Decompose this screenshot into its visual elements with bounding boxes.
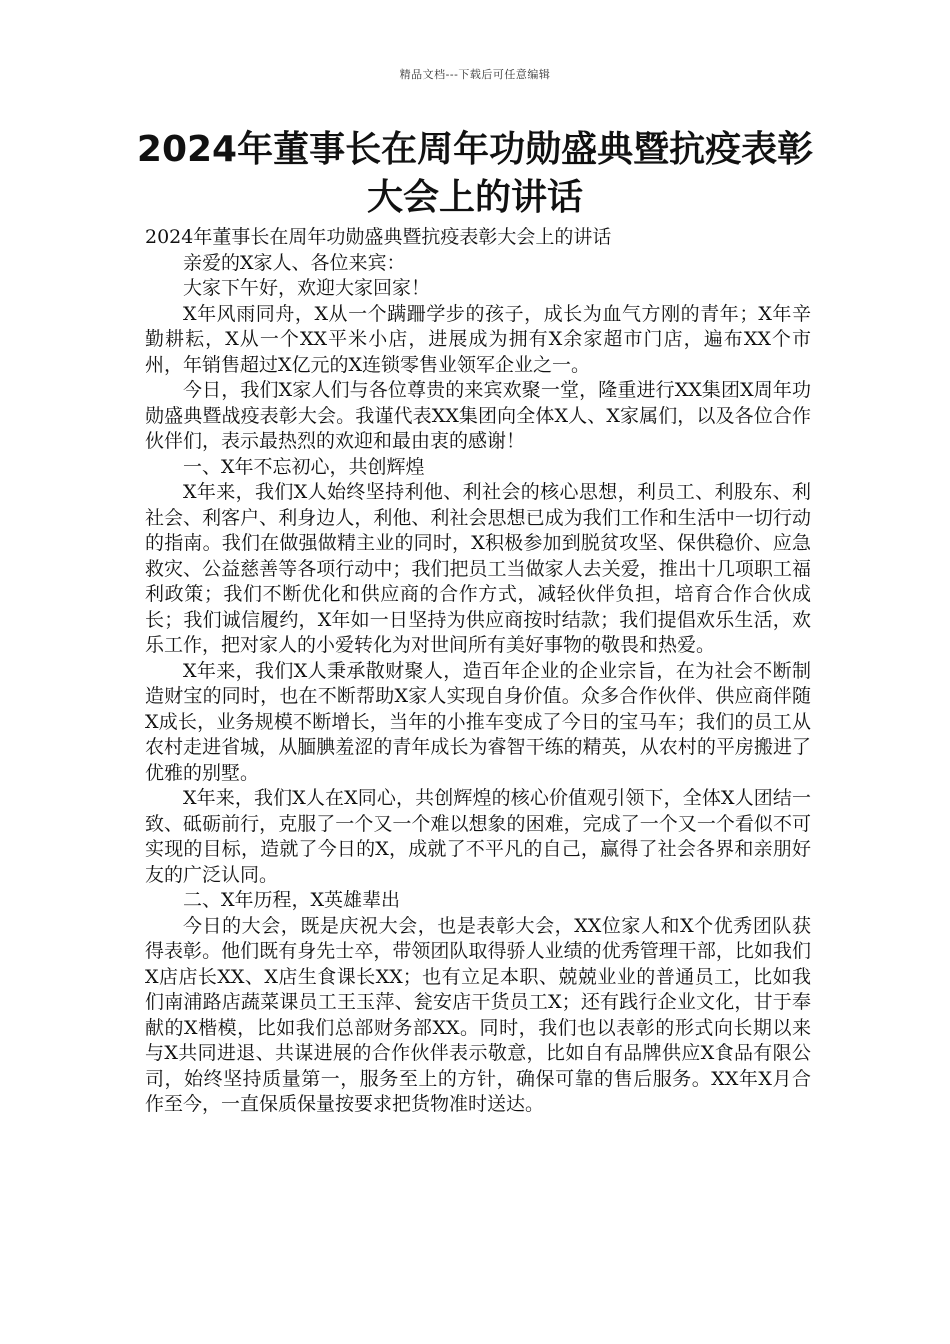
paragraph: X年风雨同舟，X从一个蹒跚学步的孩子，成长为血气方刚的青年；X年辛勤耕耘，X从一个XX平米小店，进展成为拥有X余家超市门店，遍布XX个市州，年销售超过X亿元的X连锁零售业领军企业之一。 [145, 302, 811, 376]
document-title: 2024年董事长在周年功勋盛典暨抗疫表彰大会上的讲话 [136, 129, 814, 218]
paragraph-salutation: 亲爱的X家人、各位来宾： [183, 251, 406, 274]
paragraph: X年来，我们X人始终坚持利他、利社会的核心思想，利员工、利股东、利社会、利客户、利身边人，利他、利社会思想已成为我们工作和生活中一切行动的指南。我们在做强做精主业的同时，X积极参加到脱贫攻坚、保供稳价、应急救灾、公益慈善等各项行动中；我们把员工当做家人去关爱，推出十几项职工福利政策；我们不断优化和供应商的合作方式，减轻伙伴负担，培育合作合伙成长；我们诚信履约，X年如一日坚持为供应商按时结款；我们提倡欢乐生活，欢乐工作，把对家人的小爱转化为对世间所有美好事物的敬畏和热爱。 [145, 481, 811, 656]
paragraph: X年来，我们X人秉承散财聚人，造百年企业的企业宗旨，在为社会不断制造财宝的同时，也在不断帮助X家人实现自身价值。众多合作伙伴、供应商伴随X成长，业务规模不断增长，当年的小推车变成了今日的宝马车；我们的员工从农村走进省城，从腼腆羞涩的青年成长为睿智干练的精英，从农村的平房搬进了优雅的别墅。 [145, 659, 811, 784]
section-heading-2: 二、X年历程，X英雄辈出 [183, 889, 401, 911]
paragraph: 今日的大会，既是庆祝大会，也是表彰大会，XX位家人和X个优秀团队获得表彰。他们既有身先士卒，带领团队取得骄人业绩的优秀管理干部，比如我们X店店长XX、X店生食课长XX；也有立足本职、兢兢业业的普通员工，比如我们南浦路店蔬菜课员工王玉萍、瓮安店干货员工X；还有践行企业文化，甘于奉献的X楷模，比如我们总部财务部XX。同时，我们也以表彰的形式向长期以来与X共同进退、共谋进展的合作伙伴表示敬意，比如自有品牌供应X食品有限公司，始终坚持质量第一，服务至上的方针，确保可靠的售后服务。XX年X月合作至今，一直保质保量按要求把货物准时送达。 [145, 914, 811, 1115]
paragraph: 今日，我们X家人们与各位尊贵的来宾欢聚一堂，隆重进行XX集团X周年功勋盛典暨战疫表彰大会。我谨代表XX集团向全体X人、X家属们，以及各位合作伙伴们，表示最热烈的欢迎和最由衷的感谢！ [145, 379, 811, 452]
document-body [145, 225, 811, 1118]
page-header: 精品文档---下载后可任意编辑 [399, 68, 551, 81]
paragraph-greeting: 大家下午好，欢迎大家回家！ [183, 277, 431, 299]
paragraph: X年来，我们X人在X同心，共创辉煌的核心价值观引领下，全体X人团结一致、砥砺前行，克服了一个又一个难以想象的困难，完成了一个又一个看似不可实现的目标，造就了今日的X，成就了不平凡的自己，赢得了社会各界和亲朋好友的广泛认同。 [145, 787, 811, 886]
document-subtitle: 2024年董事长在周年功勋盛典暨抗疫表彰大会上的讲话 [145, 226, 612, 248]
section-heading-1: 一、X年不忘初心，共创辉煌 [183, 455, 425, 478]
